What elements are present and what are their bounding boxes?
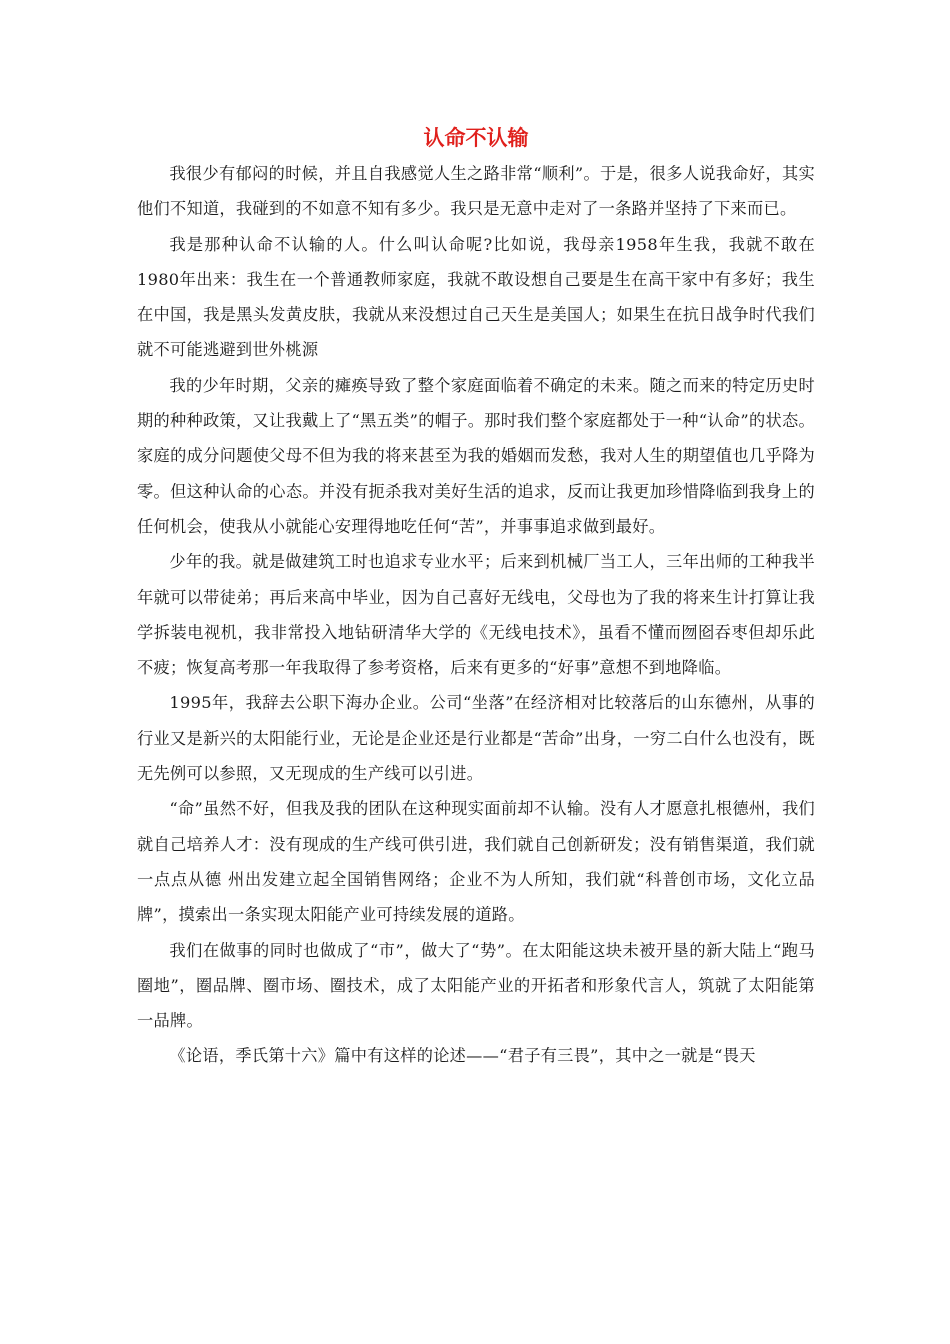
paragraph-2: 我是那种认命不认输的人。什么叫认命呢?比如说，我母亲1958年生我，我就不敢在1980年出来：我生在一个普通教师家庭，我就不敢设想自己要是生在高干家中有多好；我生在中国，我是黑头发黄皮肤，我就从来没想过自己天生是美国人；如果生在抗日战争时代我们就不可能逃避到世外桃源 — [137, 234, 815, 360]
paragraph-6: “命”虽然不好，但我及我的团队在这种现实面前却不认输。没有人才愿意扎根德州，我们就自己培养人才：没有现成的生产线可供引进，我们就自己创新研发；没有销售渠道，我们就一点点从德 州出发建立起全国销售网络；企业不为人所知，我们就“科普创市场，文化立品牌”，摸索出一条实现太阳能产业可持续发展的道路。 — [137, 799, 815, 925]
paragraph-7: 我们在做事的同时也做成了“市”，做大了“势”。在太阳能这块未被开垦的新大陆上“跑马圈地”，圈品牌、圈市场、圈技术，成了太阳能产业的开拓者和形象代言人，筑就了太阳能第一品牌。 — [137, 940, 815, 1031]
paragraph-3: 我的少年时期，父亲的瘫痪导致了整个家庭面临着不确定的未来。随之而来的特定历史时期的种种政策，又让我戴上了“黑五类”的帽子。那时我们整个家庭都处于一种“认命”的状态。家庭的成分问题使父母不但为我的将来甚至为我的婚姻而发愁，我对人生的期望值也几乎降为零。但这种认命的心态。并没有扼杀我对美好生活的追求，反而让我更加珍惜降临到我身上的任何机会，使我从小就能心安理得地吃任何“苦”，并事事追求做到最好。 — [137, 375, 815, 536]
document-page — [137, 0, 815, 1074]
paragraph-5: 1995年，我辞去公职下海办企业。公司“坐落”在经济相对比较落后的山东德州，从事的行业又是新兴的太阳能行业，无论是企业还是行业都是“苦命”出身，一穷二白什么也没有，既无先例可以参照，又无现成的生产线可以引进。 — [137, 693, 815, 784]
paragraph-4: 少年的我。就是做建筑工时也追求专业水平；后来到机械厂当工人，三年出师的工种我半年就可以带徒弟；再后来高中毕业，因为自己喜好无线电，父母也为了我的将来生计打算让我学拆装电视机，我非常投入地钻研清华大学的《无线电技术》，虽看不懂而囫囵吞枣但却乐此不疲；恢复高考那一年我取得了参考资格，后来有更多的“好事”意想不到地降临。 — [137, 552, 815, 678]
paragraph-1: 我很少有郁闷的时候，并且自我感觉人生之路非常“顺利”。于是，很多人说我命好，其实他们不知道，我碰到的不如意不知有多少。我只是无意中走对了一条路并坚持了下来而已。 — [137, 164, 815, 219]
article-title: 认命不认输 — [423, 126, 529, 150]
paragraph-8: 《论语，季氏第十六》篇中有这样的论述——“君子有三畏”，其中之一就是“畏天 — [169, 1046, 756, 1066]
